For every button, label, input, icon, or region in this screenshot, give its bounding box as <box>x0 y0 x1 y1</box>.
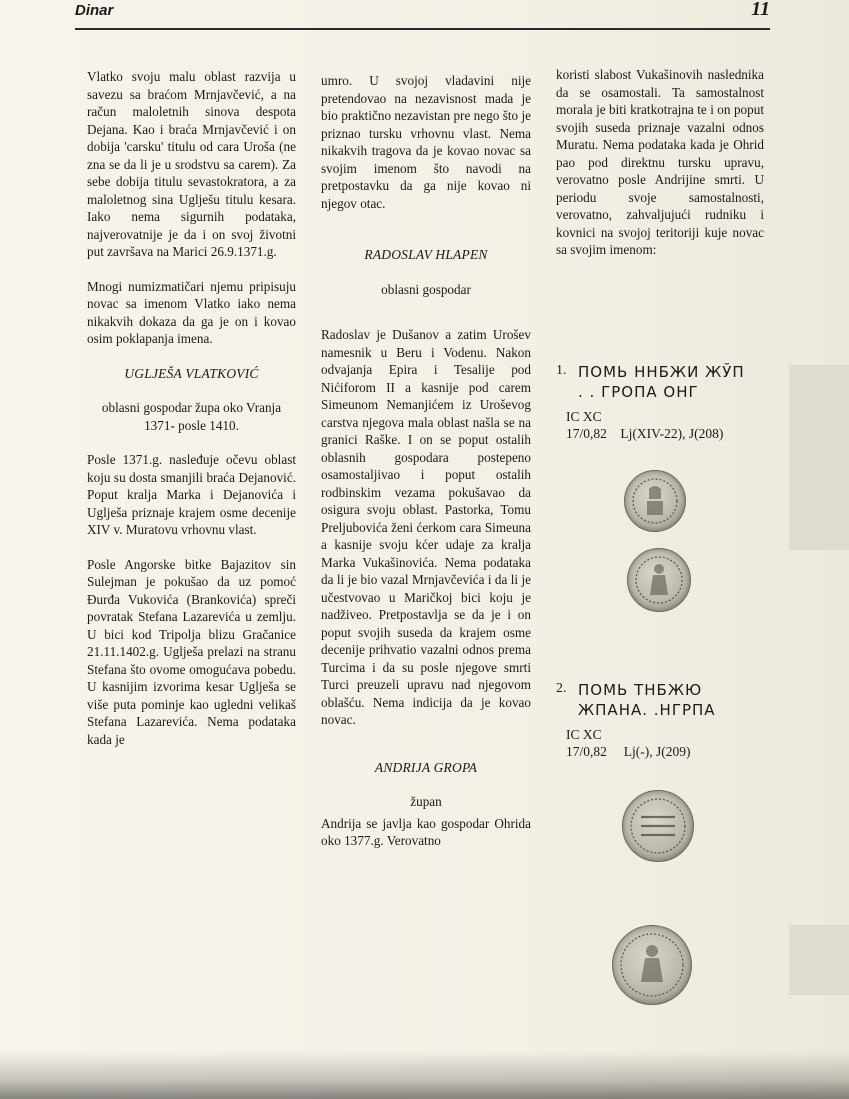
magazine-name: Dinar <box>75 2 114 19</box>
section-title: RADOSLAV HLAPEN <box>364 247 488 262</box>
coin-1-reverse-image <box>627 548 691 612</box>
paragraph: Posle 1371.g. nasleđuje očevu oblast koju su dosta smanjili braća Dejanović. Poput kralja Marka i Dejanovića i Uglješa priznaje krajem osme decenije XIV v. Muratovu vrhovnu vlast. <box>87 452 296 537</box>
coin-legend: ПОМЬ ТНБЖЮ ЖПАНА. .НГРПА <box>578 681 716 719</box>
bleed-through-shadow <box>789 925 849 995</box>
bleed-through-shadow <box>789 365 849 550</box>
coin-legend: ПОМЬ НΗБЖИ ЖЎП . . ГРОПА ОНГ <box>578 363 745 401</box>
column-3 <box>556 66 764 276</box>
coin-1-obverse-image <box>624 470 686 532</box>
coin-weight: 17/0,82 <box>566 744 607 759</box>
coin-reference <box>556 743 786 760</box>
coin-reference <box>556 425 786 442</box>
page-bottom-shadow <box>0 1051 849 1099</box>
coin-number: 2. <box>556 681 567 696</box>
coin-weight: 17/0,82 <box>566 426 607 441</box>
coin-number: 1. <box>556 363 567 378</box>
coin-2-obverse-image <box>622 790 694 862</box>
column-2 <box>321 72 531 867</box>
column-1 <box>87 68 296 765</box>
paragraph: koristi slabost Vukašinovih naslednika da se osamostali. Ta samostalnost morala je biti kratkotrajna te i on poput svojih suseda priznaje vazalni odnos Muratu. Nema podataka kada je Ohrid pao pod direktnu tursku upravu, verovatno posle Andrijine smrti. U periodu svoje samostalnosti, verovatno, zahvaljujući rudniku i kovnici na svojoj teritoriji kuje novac sa svojim imenom: <box>556 67 764 257</box>
paragraph: umro. U svojoj vladavini nije pretendovao na nezavisnost mada je bio praktično nezavistan pre nego što je priznao tursku vrhovnu vlast. Nema nikakvih tragova da je kovao novac sa svojim imenom što navodi na pretpostavku da ga nije kovao ni njegov otac. <box>321 73 531 211</box>
page-header <box>75 0 770 30</box>
coin-sigla: IC XC <box>566 727 602 742</box>
coin-entry-2 <box>556 680 786 760</box>
paragraph: Mnogi numizmatičari njemu pripisuju novac sa imenom Vlatko iako nema nikakvih dokaza da ga je on i kovao osim poklapanja imena. <box>87 278 296 346</box>
section-title: ANDRIJA GROPA <box>374 759 478 775</box>
page-number: 11 <box>751 0 770 20</box>
coin-catalog-refs: Lj(XIV-22), J(208) <box>620 426 724 441</box>
coin-2-reverse-image <box>612 925 692 1005</box>
coin-entry-1 <box>556 362 786 442</box>
paragraph: Andrija se javlja kao gospodar Ohrida oko 1377.g. Verovatno <box>321 815 531 848</box>
section-subtitle: oblasni gospodar <box>381 281 471 297</box>
coin-sigla: IC XC <box>566 409 602 424</box>
section-subtitle: župan <box>410 794 442 809</box>
section-title: UGLJEŠA VLATKOVIĆ <box>124 365 259 381</box>
paragraph: Radoslav je Dušanov a zatim Urošev namesnik u Beru i Vodenu. Nakon odvajanja Epira i Tesalije pod Nićiforom II a kasnije pod carem Simeunom Nemanjićem iz Uroševog carstva njegova mala oblast našla se na granici Raške. I on se poput ostalih oblasnih gospodara postepeno osamostaljivao i poput ostalih rodbinskim vezama pokušavao da osigura svoju oblast. Pastorka, Tomu Preljubovića ženi ćerkom cara Simeuna a kasnije svoju kćer udaje za kralja Marka Vukašinovića. Nema podataka da li je bio vazal Mrnjavčevića i da li je učestvovao u Maričkoj bici koju je nadživeo. Pretpostavlja se da je i on poput svojih susedа da krajem osme decenije prihvatio vazalni odnos prema Turcima i da su posle njegove smrti Turci preuzeli upravu nad njegovom oblašću. Nema indicija da je kovao novac. <box>321 327 531 727</box>
section-subtitle: oblasni gospodar župa oko Vranja 1371- posle 1410. <box>101 400 282 433</box>
paragraph: Vlatko svoju malu oblast razvija u savezu sa braćom Mrnjavčević, a na račun maloletnih sinova despota Dejana. Kao i braća Mrnjavčević i on dobija 'carsku' titulu od cara Uroša (ne zna se da li je u srodstvu sa carem). Za sebe dobija titulu sevastokratora, a za maloletnog sina Uglješu titulu kesara. Iako nema sigurnih podataka, najverovatnije je da i on svoj životni put završava na Marici 26.9.1371.g. <box>87 69 296 259</box>
paragraph: Posle Angorske bitke Bajazitov sin Sulejman je pokušao da uz pomoć Đurđa Vukovića (Brankovića) spreči povratak Stefana Lazarevića u zemlju. U bici kod Tripolja blizu Gračanice 21.11.1402.g. Uglješa prelazi na stranu Stefana što ovome omogućava pobedu. U kasnijim izvorima kesar Uglješa se više puta pominje kao ugledni velikaš Stefana Lazarevića. Nema podataka kada je <box>87 556 296 747</box>
coin-catalog-refs: Lj(-), J(209) <box>623 744 691 759</box>
